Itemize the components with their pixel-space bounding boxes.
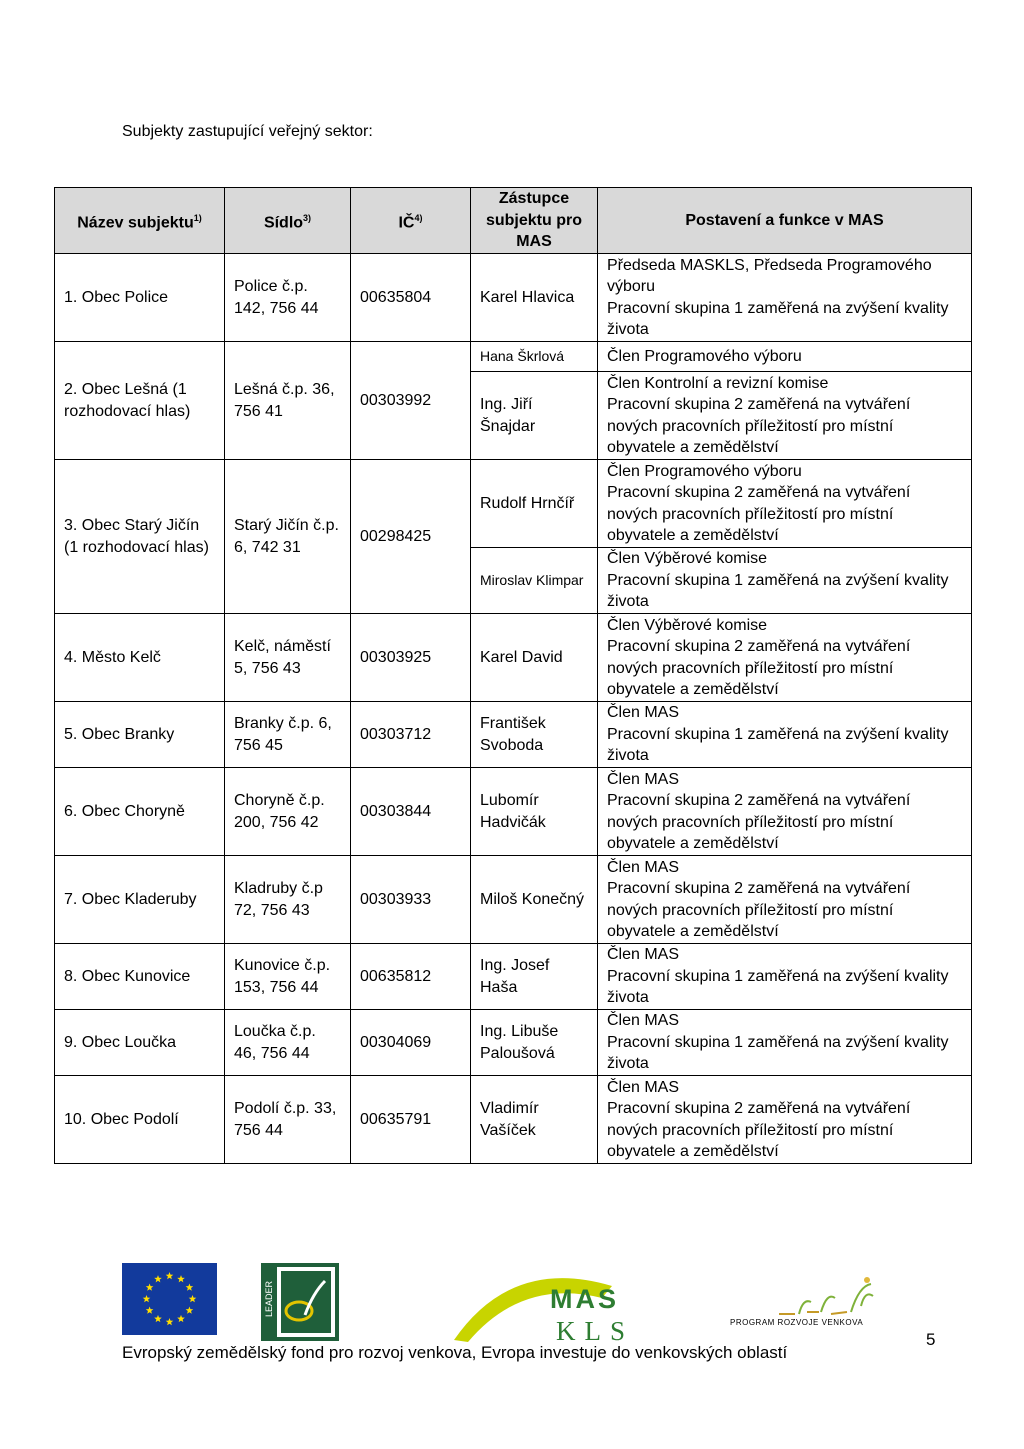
cell-representative: Karel Hlavica <box>471 254 598 342</box>
cell-representative: Ing. Josef Haša <box>471 944 598 1010</box>
table-row <box>55 1010 972 1076</box>
role-line: Pracovní skupina 2 zaměřená na vytváření nových pracovních příležitostí pro místní obyvatele a zemědělství <box>607 880 911 940</box>
table-row <box>55 254 972 342</box>
cell-representative: Karel David <box>471 614 598 702</box>
header-name: Název subjektu$^{1)}$ <box>55 188 225 254</box>
cell-seat: Branky č.p. 6, 756 45 <box>225 702 351 768</box>
cell-role <box>598 702 972 768</box>
cell-seat: Kunovice č.p. 153, 756 44 <box>225 944 351 1010</box>
cell-representative: Ing. Libuše Paloušová <box>471 1010 598 1076</box>
table-row <box>55 460 972 548</box>
footer-text: Evropský zemědělský fond pro rozvoj venkova, Evropa investuje do venkovských oblastí <box>122 1343 788 1362</box>
table-row <box>55 856 972 944</box>
prv-logo-text: PROGRAM ROZVOJE VENKOVA <box>730 1318 864 1327</box>
mas-logo-bottom: KLS <box>556 1316 635 1344</box>
cell-ic: 00635791 <box>351 1076 471 1164</box>
cell-seat: Loučka č.p. 46, 756 44 <box>225 1010 351 1076</box>
role-line: Pracovní skupina 2 zaměřená na vytváření nových pracovních příležitostí pro místní obyvatele a zemědělství <box>607 638 911 698</box>
role-line: Člen Programového výboru <box>607 347 802 365</box>
header-ic: IČ$^{4)}$ <box>351 188 471 254</box>
cell-ic: 00635812 <box>351 944 471 1010</box>
table-row <box>55 342 972 372</box>
cell-subject-name: 5. Obec Branky <box>55 702 225 768</box>
header-representative: Zástupce subjektu pro MAS <box>471 188 598 254</box>
table-header-row <box>55 188 972 254</box>
table-row <box>55 944 972 1010</box>
leader-logo-text: LEADER <box>264 1280 274 1317</box>
cell-representative: František Svoboda <box>471 702 598 768</box>
eu-flag-icon <box>122 1263 217 1335</box>
cell-seat: Lešná č.p. 36, 756 41 <box>225 342 351 460</box>
role-line: Pracovní skupina 1 zaměřená na zvýšení kvality života <box>607 571 949 611</box>
cell-subject-name: 8. Obec Kunovice <box>55 944 225 1010</box>
role-line: Člen MAS <box>607 770 680 788</box>
cell-ic: 00304069 <box>351 1010 471 1076</box>
cell-representative: Miloš Konečný <box>471 856 598 944</box>
cell-role <box>598 944 972 1010</box>
role-line: Člen Výběrové komise <box>607 550 768 568</box>
role-line: Člen MAS <box>607 858 680 876</box>
cell-subject-name: 2. Obec Lešná (1 rozhodovací hlas) <box>55 342 225 460</box>
page-number: 5 <box>926 1330 936 1349</box>
cell-seat: Choryně č.p. 200, 756 42 <box>225 768 351 856</box>
role-line: Člen MAS <box>607 1012 680 1030</box>
cell-role <box>598 614 972 702</box>
mas-logo-top: MAS <box>550 1284 619 1314</box>
cell-ic: 00303933 <box>351 856 471 944</box>
role-line: Člen Výběrové komise <box>607 616 768 634</box>
table-row <box>55 614 972 702</box>
cell-role <box>598 856 972 944</box>
cell-role <box>598 342 972 372</box>
cell-representative: Lubomír Hadvičák <box>471 768 598 856</box>
cell-subject-name: 9. Obec Loučka <box>55 1010 225 1076</box>
prv-logo-seed <box>864 1277 870 1283</box>
cell-ic: 00303712 <box>351 702 471 768</box>
role-line: Člen Kontrolní a revizní komise <box>607 374 829 392</box>
header-role: Postavení a funkce v MAS <box>598 188 972 254</box>
cell-seat: Police č.p. 142, 756 44 <box>225 254 351 342</box>
cell-ic: 00303992 <box>351 342 471 460</box>
mas-kls-logo-icon <box>452 1264 648 1344</box>
cell-role <box>598 548 972 614</box>
role-line: Pracovní skupina 2 zaměřená na vytváření nových pracovních příležitostí pro místní obyvatele a zemědělství <box>607 396 911 456</box>
cell-subject-name: 10. Obec Podolí <box>55 1076 225 1164</box>
prv-logo-ground <box>779 1312 847 1314</box>
cell-subject-name: 4. Město Kelč <box>55 614 225 702</box>
role-line: Předseda MASKLS, Předseda Programového výboru <box>607 256 932 295</box>
role-line: Člen MAS <box>607 946 680 964</box>
cell-seat: Kelč, náměstí 5, 756 43 <box>225 614 351 702</box>
section-heading: Subjekty zastupující veřejný sektor: <box>122 123 373 140</box>
table-row <box>55 768 972 856</box>
role-line: Pracovní skupina 1 zaměřená na zvýšení kvality života <box>607 725 949 765</box>
cell-role <box>598 1010 972 1076</box>
cell-role <box>598 460 972 548</box>
cell-representative: Rudolf Hrnčíř <box>471 460 598 548</box>
role-line: Pracovní skupina 1 zaměřená na zvýšení kvality života <box>607 1033 949 1073</box>
cell-seat: Starý Jičín č.p. 6, 742 31 <box>225 460 351 614</box>
role-line: Pracovní skupina 2 zaměřená na vytváření nových pracovních příležitostí pro místní obyvatele a zemědělství <box>607 792 911 852</box>
role-line: Pracovní skupina 1 zaměřená na zvýšení kvality života <box>607 299 949 338</box>
table-row <box>55 1076 972 1164</box>
cell-role <box>598 768 972 856</box>
table-row <box>55 702 972 768</box>
role-line: Pracovní skupina 1 zaměřená na zvýšení kvality života <box>607 967 949 1007</box>
leader-logo-icon <box>261 1263 339 1341</box>
prv-logo-icon <box>723 1268 883 1340</box>
cell-ic: 00303925 <box>351 614 471 702</box>
header-seat: Sídlo$^{3)}$ <box>225 188 351 254</box>
role-line: Člen Programového výboru <box>607 462 802 480</box>
cell-seat: Podolí č.p. 33, 756 44 <box>225 1076 351 1164</box>
role-line: Člen MAS <box>607 1078 680 1096</box>
cell-representative: Miroslav Klimpar <box>471 548 598 614</box>
prv-logo-sprouts <box>799 1284 873 1314</box>
cell-representative: Hana Škrlová <box>471 342 598 372</box>
cell-subject-name: 7. Obec Kladeruby <box>55 856 225 944</box>
role-line: Pracovní skupina 2 zaměřená na vytváření nových pracovních příležitostí pro místní obyvatele a zemědělství <box>607 484 911 544</box>
cell-role <box>598 372 972 460</box>
cell-subject-name: 6. Obec Choryně <box>55 768 225 856</box>
cell-representative: Ing. Jiří Šnajdar <box>471 372 598 460</box>
members-table <box>54 187 972 1164</box>
cell-ic: 00303844 <box>351 768 471 856</box>
cell-seat: Kladruby č.p 72, 756 43 <box>225 856 351 944</box>
cell-subject-name: 3. Obec Starý Jičín (1 rozhodovací hlas) <box>55 460 225 614</box>
cell-role <box>598 254 972 342</box>
cell-ic: 00635804 <box>351 254 471 342</box>
role-line: Pracovní skupina 2 zaměřená na vytváření nových pracovních příležitostí pro místní obyvatele a zemědělství <box>607 1100 911 1160</box>
cell-subject-name: 1. Obec Police <box>55 254 225 342</box>
cell-ic: 00298425 <box>351 460 471 614</box>
cell-role <box>598 1076 972 1164</box>
role-line: Člen MAS <box>607 704 680 722</box>
cell-representative: Vladimír Vašíček <box>471 1076 598 1164</box>
